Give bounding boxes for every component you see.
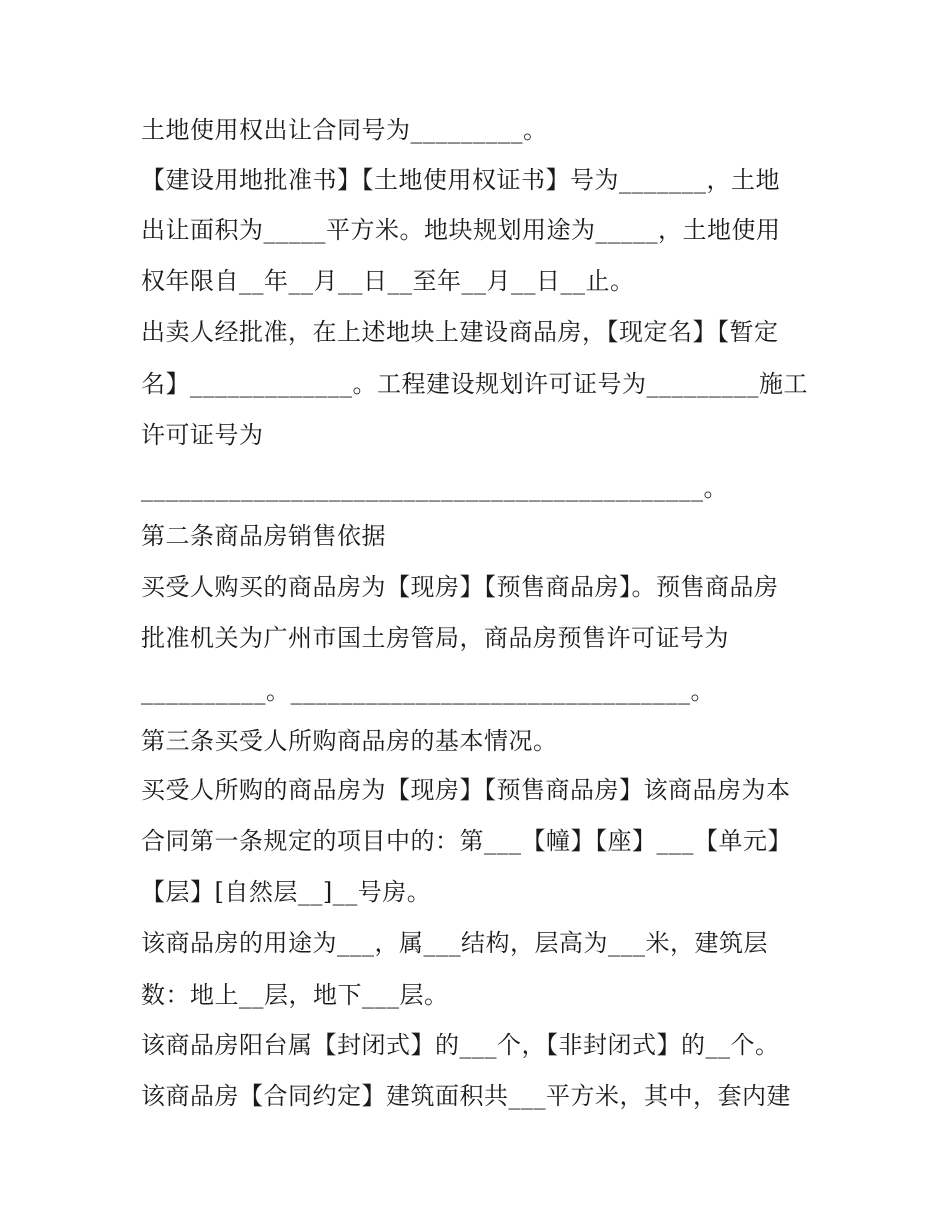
text-line: __________。________________________________。 (141, 677, 715, 705)
text-line: 买受人所购的商品房为【现房】【预售商品房】该商品房为本 (141, 776, 791, 804)
text-line: 名】_____________。工程建设规划许可证号为_________施工 (141, 370, 808, 398)
text-line: _____________________________________________。 (141, 474, 728, 502)
text-line: 权年限自__年__月__日__至年__月__日__止。 (141, 267, 635, 295)
text-line: 该商品房阳台属【封闭式】的___个，【非封闭式】的__个。 (141, 1031, 780, 1059)
section-heading: 第三条买受人所购商品房的基本情况。 (141, 727, 558, 755)
text-line: 数：地上__层，地下___层。 (141, 981, 449, 1009)
text-line: 该商品房的用途为___，属___结构，层高为___米，建筑层 (141, 929, 768, 957)
section-heading: 第二条商品房销售依据 (141, 522, 386, 550)
text-line: 合同第一条规定的项目中的：第___【幢】【座】___【单元】 (141, 827, 792, 855)
text-line: 土地使用权出让合同号为_________。 (141, 116, 548, 144)
text-line: 出让面积为_____平方米。地块规划用途为_____，土地使用 (141, 216, 781, 244)
text-line: 该商品房【合同约定】建筑面积共___平方米，其中，套内建 (141, 1082, 791, 1110)
text-line: 许可证号为 (141, 421, 264, 449)
text-line: 批准机关为广州市国土房管局，商品房预售许可证号为 (141, 624, 729, 652)
text-line: 出卖人经批准，在上述地块上建设商品房，【现定名】【暂定 (141, 318, 779, 346)
text-line: 【建设用地批准书】【土地使用权证书】号为_______，土地 (141, 166, 780, 194)
text-line: 【层】[自然层__]__号房。 (141, 878, 432, 906)
text-line: 买受人购买的商品房为【现房】【预售商品房】。预售商品房 (141, 573, 779, 601)
